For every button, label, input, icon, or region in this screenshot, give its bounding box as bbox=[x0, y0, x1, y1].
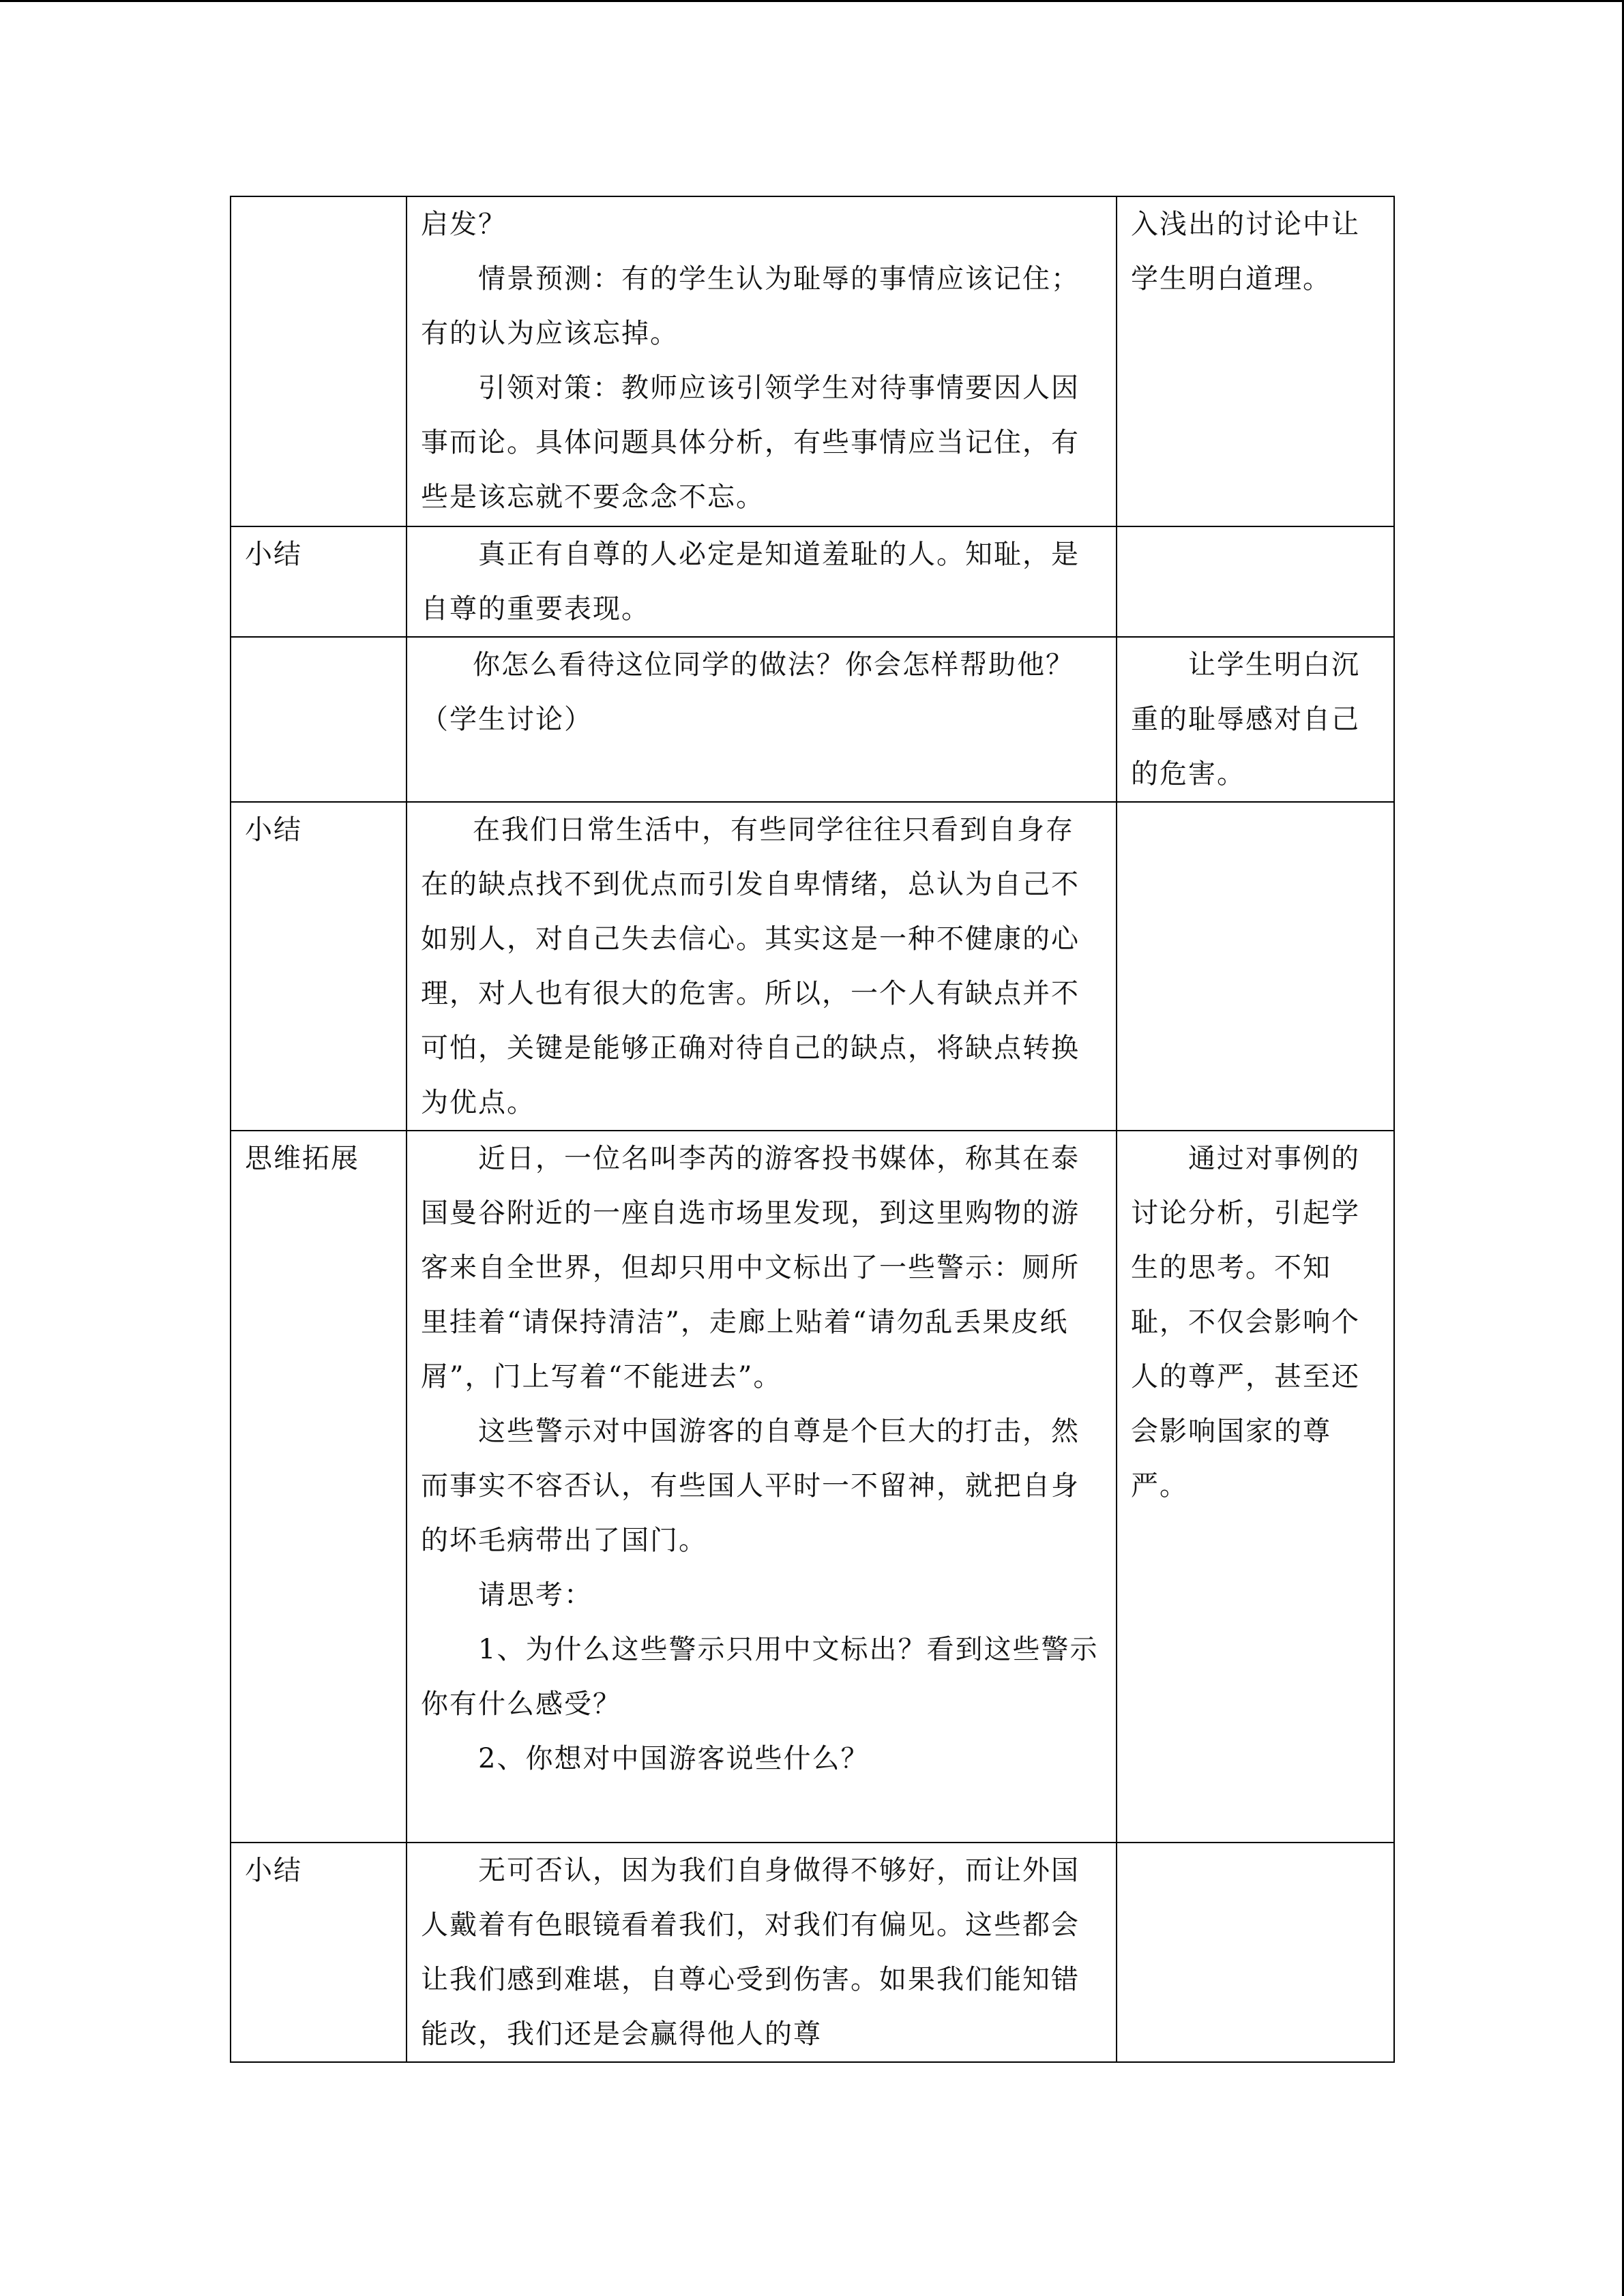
row-content bbox=[407, 1131, 1117, 1843]
row-label bbox=[231, 1131, 407, 1843]
content-paragraph: 引领对策：教师应该引领学生对待事情要因人因事而论。具体问题具体分析，有些事情应当记住，有些是该忘就不要念念不忘。 bbox=[421, 372, 1080, 513]
table-row bbox=[231, 196, 1394, 526]
content-paragraph: 1、为什么这些警示只用中文标出？看到这些警示你有什么感受？ bbox=[421, 1634, 1099, 1720]
row-content bbox=[407, 196, 1117, 526]
row-label bbox=[231, 196, 407, 526]
content-paragraph: 无可否认，因为我们自身做得不够好，而让外国人戴着有色眼镜看着我们，对我们有偏见。这些都会让我们感到难堪，自尊心受到伤害。如果我们能知错能改，我们还是会赢得他人的尊 bbox=[421, 1855, 1080, 2050]
row-note bbox=[1117, 1843, 1394, 2062]
row-label-text: 思维拓展 bbox=[245, 1143, 359, 1174]
content-paragraph: 2、你想对中国游客说些什么？ bbox=[478, 1743, 870, 1774]
row-note bbox=[1117, 1131, 1394, 1843]
row-note bbox=[1117, 526, 1394, 637]
note-text: 通过对事例的讨论分析，引起学生的思考。不知耻，不仅会影响个人的尊严，甚至还会影响国家的尊严。 bbox=[1131, 1143, 1360, 1502]
row-content bbox=[407, 1843, 1117, 2062]
row-label bbox=[231, 1843, 407, 2062]
row-note bbox=[1117, 637, 1394, 802]
row-label-text: 小结 bbox=[245, 814, 302, 846]
lesson-plan-table bbox=[230, 196, 1395, 2063]
content-paragraph: 请思考： bbox=[478, 1579, 593, 1611]
row-label-text: 小结 bbox=[245, 539, 302, 570]
table-row bbox=[231, 1131, 1394, 1843]
row-content bbox=[407, 802, 1117, 1131]
content-paragraph: 你怎么看待这位同学的做法？你会怎样帮助他？（学生讨论） bbox=[421, 649, 1074, 735]
table-row bbox=[231, 526, 1394, 637]
table-row bbox=[231, 1843, 1394, 2062]
table-row bbox=[231, 802, 1394, 1131]
row-note bbox=[1117, 196, 1394, 526]
content-paragraph: 近日，一位名叫李芮的游客投书媒体，称其在泰国曼谷附近的一座自选市场里发现，到这里购物的游客来自全世界，但却只用中文标出了一些警示：厕所里挂着“请保持清洁”，走廊上贴着“请勿乱丢果皮纸屑”，门上写着“不能进去”。 bbox=[421, 1143, 1080, 1392]
page-top-border bbox=[0, 0, 1624, 2]
content-paragraph: 情景预测：有的学生认为耻辱的事情应该记住；有的认为应该忘掉。 bbox=[421, 263, 1080, 349]
row-note bbox=[1117, 802, 1394, 1131]
note-text: 让学生明白沉重的耻辱感对自己的危害。 bbox=[1131, 649, 1360, 790]
row-label bbox=[231, 526, 407, 637]
content-paragraph: 真正有自尊的人必定是知道羞耻的人。知耻，是自尊的重要表现。 bbox=[421, 539, 1080, 625]
row-label-text: 小结 bbox=[245, 1855, 302, 1886]
content-paragraph: 这些警示对中国游客的自尊是个巨大的打击，然而事实不容否认，有些国人平时一不留神，就把自身的坏毛病带出了国门。 bbox=[421, 1416, 1080, 1556]
table-row bbox=[231, 637, 1394, 802]
row-content bbox=[407, 637, 1117, 802]
row-content bbox=[407, 526, 1117, 637]
row-label bbox=[231, 802, 407, 1131]
content-paragraph: 在我们日常生活中，有些同学往往只看到自身存在的缺点找不到优点而引发自卑情绪，总认为自己不如别人，对自己失去信心。其实这是一种不健康的心理，对人也有很大的危害。所以，一个人有缺点并不可怕，关键是能够正确对待自己的缺点，将缺点转换为优点。 bbox=[421, 814, 1080, 1118]
note-text: 入浅出的讨论中让学生明白道理。 bbox=[1131, 209, 1360, 295]
row-label bbox=[231, 637, 407, 802]
content-paragraph: 启发？ bbox=[421, 209, 507, 240]
